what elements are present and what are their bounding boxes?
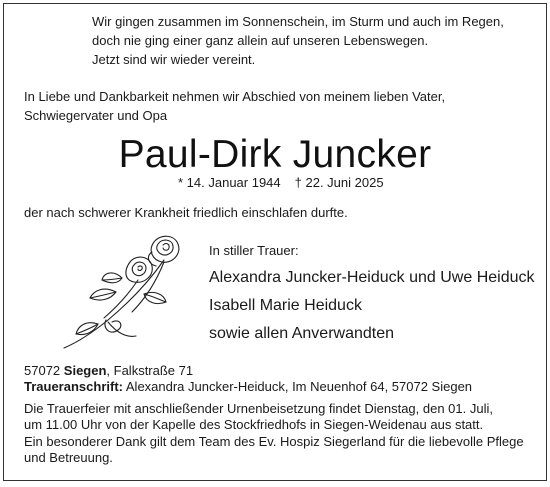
rose-illustration bbox=[46, 232, 196, 352]
thanks-line: und Betreuung. bbox=[24, 450, 113, 465]
mourning-address-label: Traueranschrift: bbox=[24, 379, 123, 394]
thanks-line: Ein besonderer Dank gilt dem Team des Ev. Hospiz Siegerland für die liebevolle Pflege bbox=[24, 434, 524, 449]
ceremony-line: Die Trauerfeier mit anschließender Urnenbeisetzung findet Dienstag, den 01. Juli, bbox=[24, 401, 493, 416]
mourner-name: Isabell Marie Heiduck bbox=[209, 297, 362, 314]
intro-line: Schwiegervater und Opa bbox=[24, 108, 168, 123]
mourning-address bbox=[24, 379, 472, 395]
ceremony-info bbox=[24, 401, 493, 433]
intro-line: In Liebe und Dankbarkeit nehmen wir Abschied von meinem lieben Vater, bbox=[24, 89, 446, 104]
poem bbox=[92, 12, 504, 69]
mourner-name: Alexandra Juncker-Heiduck und Uwe Heiduck bbox=[209, 269, 535, 286]
intro-text bbox=[24, 87, 445, 125]
obituary-notice bbox=[3, 3, 547, 481]
mourning-label: In stiller Trauer: bbox=[209, 243, 299, 258]
address-city: Siegen bbox=[63, 363, 107, 378]
address-zip: 57072 bbox=[24, 363, 61, 378]
mourning-address-text: Alexandra Juncker-Heiduck, Im Neuenhof 64, 57072 Siegen bbox=[122, 379, 473, 394]
life-dates bbox=[178, 174, 384, 192]
mourner-name: sowie allen Anverwandten bbox=[209, 325, 395, 342]
closing-text: der nach schwerer Krankheit friedlich einschlafen durfte. bbox=[24, 205, 348, 220]
deceased-name: Paul-Dirk Juncker bbox=[118, 133, 432, 176]
poem-line: Wir gingen zusammen im Sonnenschein, im Sturm und auch im Regen, bbox=[92, 14, 504, 29]
ceremony-line: um 11.00 Uhr von der Kapelle des Stockfriedhofs in Siegen-Weidenau aus statt. bbox=[24, 417, 484, 432]
thanks-note bbox=[24, 434, 524, 466]
birth-date: * 14. Januar 1944 bbox=[178, 175, 281, 190]
poem-line: Jetzt sind wir wieder vereint. bbox=[92, 52, 256, 67]
poem-line: doch nie ging einer ganz allein auf unseren Lebenswegen. bbox=[92, 33, 429, 48]
home-address bbox=[24, 363, 193, 379]
address-street: , Falkstraße 71 bbox=[106, 363, 194, 378]
death-date: † 22. Juni 2025 bbox=[294, 175, 384, 190]
